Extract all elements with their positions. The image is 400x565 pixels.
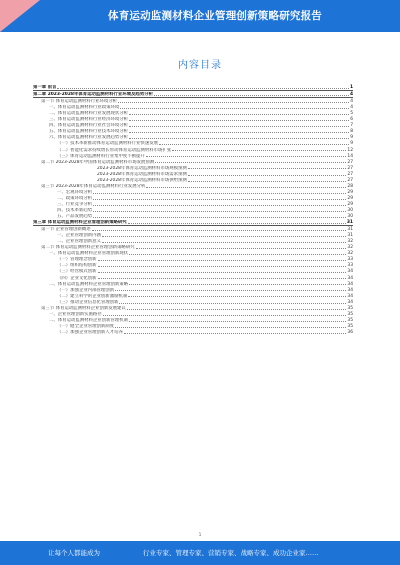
toc-entry-page: 31 [347, 227, 353, 233]
toc-heading: 内容目录 [178, 60, 222, 71]
toc-entry-page: 1 [349, 85, 353, 91]
toc-leader-dots [188, 175, 347, 176]
toc-entry-page: 34 [347, 287, 353, 293]
toc-entry-page: 32 [347, 251, 353, 257]
toc-leader-dots [118, 102, 349, 103]
toc-entry-title: 四、体育运动监测材料行业社会环境分析 [49, 123, 129, 129]
toc-entry-page: 31 [347, 233, 353, 239]
header-corner-accent [0, 0, 40, 32]
toc-leader-dots [103, 315, 347, 316]
toc-entry-title: 2023-2028年体育运动监测材料市场需求预测 [97, 171, 187, 177]
toc-entry-title: 2023-2028年体育运动监测材料市场供给预测 [97, 177, 187, 183]
toc-leader-dots [98, 266, 347, 267]
toc-leader-dots [129, 254, 346, 255]
toc-entry-title: 第二节 体育运动监测材料企业管理创新策略研究 [41, 245, 135, 251]
toc-leader-dots [102, 242, 346, 243]
toc-entry-page: 27 [347, 159, 353, 165]
toc-entry-page: 27 [347, 171, 353, 177]
footer-slogan-right: 行业专家、管理专家、营销专家、战略专家、成功企业家…… [143, 549, 319, 557]
toc-leader-dots [119, 303, 346, 304]
toc-entry-title: （三）经营模式创新 [57, 269, 97, 275]
toc-entry-page: 31 [346, 220, 353, 226]
toc-entry-title: 一、企业管理创新实施路径 [49, 311, 102, 317]
toc-entry-title: 一、体育运动监测材料行业政策环境 [49, 105, 120, 111]
toc-leader-dots [93, 211, 346, 212]
page-number: 1 [198, 532, 202, 537]
toc-entry-title: 二、体育运动监测材料行业发展现状分析 [49, 111, 129, 117]
toc-entry-title: （一）加强企业内部管理创新 [57, 287, 115, 293]
footer-slogan-left: 让每个人都能成为 [48, 549, 100, 557]
toc-leader-dots [129, 284, 346, 285]
toc-entry-page: 32 [347, 239, 353, 245]
toc-leader-dots [102, 236, 346, 237]
table-of-contents [33, 84, 353, 335]
toc-entry-title: （二）组织结构创新 [57, 263, 97, 269]
toc-leader-dots [93, 205, 346, 206]
toc-leader-dots [172, 150, 346, 151]
toc-entry-page: 34 [347, 299, 353, 305]
toc-entry-title: （二）智能化需求持续增长带动体育运动监测材料市场扩张 [57, 147, 172, 153]
toc-leader-dots [98, 272, 347, 273]
toc-entry-page: 34 [347, 269, 353, 275]
toc-entry-page: 9 [350, 135, 353, 141]
toc-leader-dots [127, 309, 347, 310]
toc-entry-page: 6 [350, 117, 353, 123]
toc-entry-page: 32 [347, 245, 353, 251]
toc-entry-page: 14 [347, 153, 353, 159]
toc-entry-title: （二）加强企业管理创新人才培养 [57, 329, 123, 335]
toc-entry-page: 28 [347, 183, 353, 189]
toc-entry-page: 27 [347, 177, 353, 183]
toc-entry-title: 第一节 体育运动监测材料行业环境分析 [41, 99, 118, 105]
toc-entry-page: 30 [347, 207, 353, 213]
toc-entry-page: 12 [347, 147, 353, 153]
toc-entry-page: 9 [350, 141, 353, 147]
toc-entry-page: 35 [347, 323, 353, 329]
toc-entry-page: 34 [347, 293, 353, 299]
toc-leader-dots [129, 132, 349, 133]
toc-entry-title: 五、产品发展趋势 [57, 214, 93, 220]
toc-entry-page: 29 [347, 189, 353, 195]
toc-entry-page: 35 [347, 311, 353, 317]
toc-leader-dots [98, 260, 347, 261]
toc-entry-page: 27 [347, 165, 353, 171]
toc-entry-title: 六、体育运动监测材料行业发展趋势分析 [49, 135, 129, 141]
toc-entry-page: 5 [350, 111, 353, 117]
toc-entry-page: 34 [347, 281, 353, 287]
toc-leader-dots [115, 290, 346, 291]
toc-leader-dots [129, 321, 346, 322]
toc-entry-title: 第三章 体育运动监测材料企业管理创新策略研究 [33, 220, 127, 226]
toc-entry-page: 33 [347, 257, 353, 263]
toc-leader-dots [129, 126, 349, 127]
toc-entry-page: 4 [350, 105, 353, 111]
toc-entry-page: 36 [347, 329, 353, 335]
toc-leader-dots [155, 162, 346, 163]
toc-entry[interactable] [33, 91, 353, 98]
toc-entry-title: 二、体育运动监测材料企业创新管理机制 [49, 317, 129, 323]
toc-entry-page: 8 [350, 129, 353, 135]
toc-entry-page: 35 [347, 317, 353, 323]
toc-entry-page: 29 [347, 201, 353, 207]
toc-leader-dots [129, 120, 349, 121]
toc-entry-page: 33 [347, 263, 353, 269]
toc-entry-title: 一、宏观环境分析 [57, 189, 93, 195]
toc-entry-title: （二）建立科学的企业创新激励机制 [57, 293, 128, 299]
footer-banner [0, 541, 400, 565]
toc-entry-title: （三）体育运动监测材料行业集中度不断提升 [57, 153, 145, 159]
toc-entry-title: 一、企业管理创新内涵 [57, 233, 101, 239]
toc-entry-title: （一）健全企业管理创新制度 [57, 323, 115, 329]
toc-entry-page: 4 [350, 99, 353, 105]
toc-leader-dots [129, 138, 349, 139]
toc-entry-title: （四）企业文化创新 [57, 275, 97, 281]
toc-leader-dots [146, 156, 347, 157]
toc-entry-page: 7 [350, 123, 353, 129]
toc-leader-dots [188, 181, 347, 182]
toc-entry-title: 第二章 2023-2028年体育运动监测材料行业环境及趋势分析 [33, 92, 153, 98]
toc-leader-dots [159, 144, 349, 145]
report-title: 体育运动监测材料企业管理创新策略研究报告 [108, 10, 322, 22]
toc-leader-dots [146, 187, 346, 188]
toc-leader-dots [57, 88, 348, 89]
toc-entry-page: 34 [347, 275, 353, 281]
toc-entry-title: （一）管理理念创新 [57, 257, 97, 263]
toc-leader-dots [93, 199, 346, 200]
toc-leader-dots [93, 217, 346, 218]
toc-leader-dots [129, 114, 349, 115]
toc-entry-title: 第三节 体育运动监测材料企业创新发展建议 [41, 305, 126, 311]
toc-entry-page: 4 [349, 92, 353, 98]
toc-entry-title: 二、政策环境分析 [57, 195, 93, 201]
toc-entry[interactable] [33, 329, 353, 335]
toc-entry-title: 2023-2028年体育运动监测材料市场规模预测 [97, 165, 187, 171]
toc-entry-title: 四、技术革新趋势 [57, 207, 93, 213]
toc-entry-title: 二、体育运动监测材料企业管理创新策略 [49, 281, 129, 287]
toc-leader-dots [154, 95, 349, 96]
header-banner [0, 0, 400, 32]
toc-leader-dots [120, 108, 349, 109]
toc-entry-page: 35 [347, 305, 353, 311]
toc-leader-dots [93, 193, 346, 194]
toc-entry-title: 第二节 2023-2028年中国体育运动监测材料市场发展预测 [41, 159, 155, 165]
toc-entry-title: 第一章 前言 [33, 85, 57, 91]
toc-entry-title: 三、行业竞争分析 [57, 201, 93, 207]
toc-leader-dots [128, 296, 346, 297]
toc-entry-page: 29 [347, 195, 353, 201]
toc-leader-dots [136, 248, 347, 249]
toc-entry-page: 30 [347, 214, 353, 220]
toc-entry-title: （三）推动企业信息化管理创新 [57, 299, 119, 305]
toc-entry[interactable] [33, 219, 353, 226]
toc-entry-title: 第三节 2023-2028年体育运动监测材料行业发展分析 [41, 183, 146, 189]
toc-entry[interactable] [33, 84, 353, 91]
toc-leader-dots [98, 278, 347, 279]
toc-leader-dots [115, 327, 346, 328]
toc-entry-title: 一、体育运动监测材料企业管理创新现状 [49, 251, 129, 257]
toc-entry-title: 五、体育运动监测材料行业技术环境分析 [49, 129, 129, 135]
toc-leader-dots [124, 333, 347, 334]
toc-entry-title: 三、体育运动监测材料行业经济环境分析 [49, 117, 129, 123]
toc-leader-dots [92, 230, 347, 231]
toc-leader-dots [128, 223, 346, 224]
toc-entry-title: 第一节 企业管理创新概述 [41, 227, 91, 233]
toc-entry-title: （一）技术革新推动体育运动监测材料行业快速发展 [57, 141, 158, 147]
toc-leader-dots [188, 168, 347, 169]
toc-entry-title: 二、企业管理创新意义 [57, 239, 101, 245]
